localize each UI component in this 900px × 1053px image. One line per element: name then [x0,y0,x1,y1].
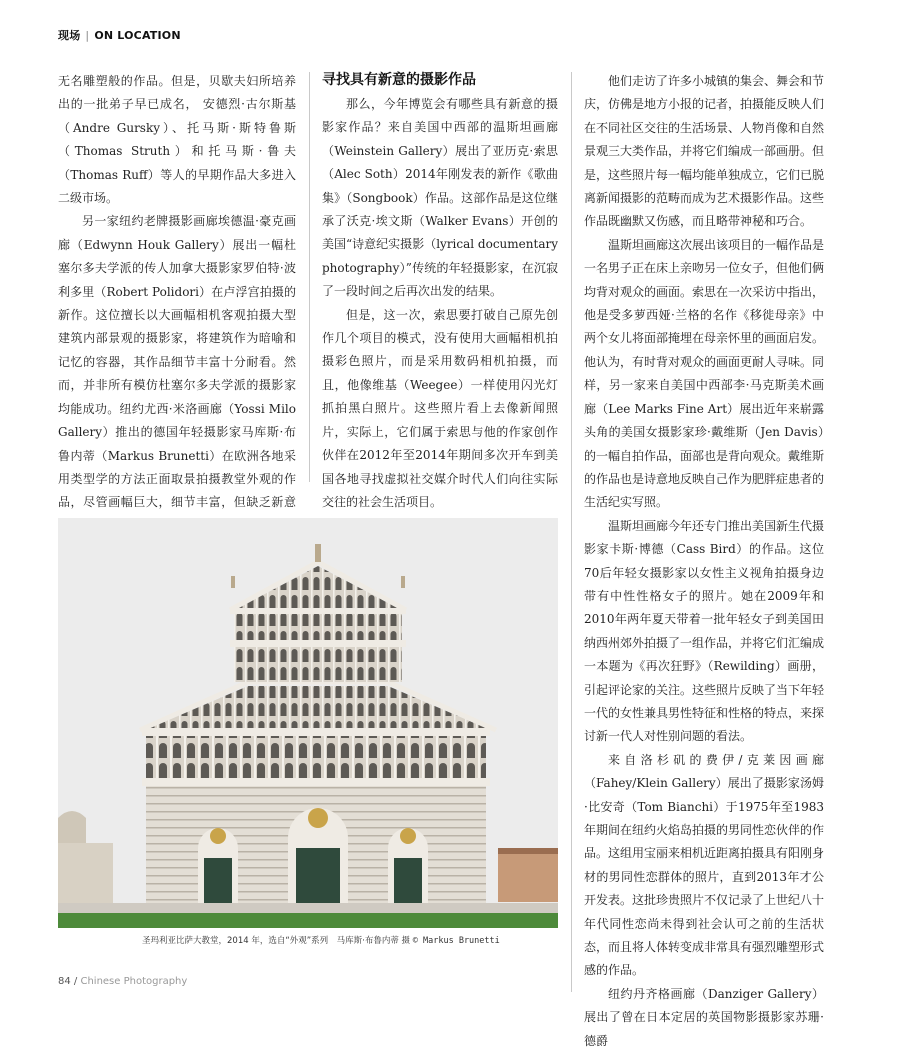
lawn [58,913,558,928]
subheading: 寻找具有新意的摄影作品 [322,72,476,88]
gallery-3 [234,646,402,682]
statue [231,576,235,588]
column-divider [571,72,572,992]
plaza [58,903,558,913]
paragraph: 纽约丹齐格画廊（Danziger Gallery）展出了曾在日本定居的英国物影摄影家苏珊·德爵 [584,986,824,1048]
paragraph: 他们走访了许多小城镇的集会、舞会和节庆，仿佛是地方小报的记者，拍摄能反映人们在不同社区交往的生活场景、人物肖像和自然景观三大类作品，并将它们编成一部画册。但是，这些照片每一幅均能单独成立，它们已脱离新闻摄影的范畴而成为艺术摄影作品。这些作品既幽默又伤感，而且略带神秘和巧合。 [584,74,825,229]
cornice [142,728,490,736]
cornice [230,608,406,614]
page-footer: 84 / Chinese Photography [58,976,188,987]
building-right [498,852,558,902]
gallery-1 [146,736,486,778]
paragraph: 无名雕塑般的作品。但是，贝歇夫妇所培养出的一批弟子早已成名， 安德烈·古尔斯基（Andre Gursky）、托马斯·斯特鲁斯（Thomas Struth）和托马斯·鲁夫（Thomas Ruff）等人的早期作品大多进入二级市场。 [58,74,296,206]
paragraph: 但是，这一次，索思要打破自己原先创作几个项目的模式，没有使用大画幅相机拍摄彩色照片，而是采用数码相机拍摄，而且，他像维基（Weegee）一样使用闪光灯抓拍黑白照片。这些照片看上去像新闻照片，实际上，它们属于索思与他的作家创作伙伴在2012年至2014年期间多次开车到美国各地寻找虚拟社交媒介时代人们向往实际交往的社会生活项目。 [322,307,558,509]
paragraph: 温斯坦画廊今年还专门推出美国新生代摄影家卡斯·博德（Cass Bird）的作品。这位70后年轻女摄影家以女性主义视角拍摄身边带有中性性格女子的照片。她在2009年和2010年两年夏天带着一批年轻女子到美国田纳西州郊外拍摄了一组作品，并将它们汇编成一本题为《再次狂野》（Rewilding）画册，引起评论家的关注。这些照片反映了当下年轻一代的女性兼具男性特征和性格的特点，来探讨新一代人对性别问题的看法。 [584,518,825,744]
photo-caption [142,934,562,946]
column-divider [309,72,310,482]
paragraph: 那么，今年博览会有哪些具有新意的摄影家作品？来自美国中西部的温斯坦画廊（Weinstein Gallery）展出了亚历克·索思（Alec Soth）2014年刚发表的新作《歌曲集》（Songbook）作品。这部作品是这位继承了沃克·埃文斯（Walker Evans）开创的美国“诗意纪实摄影（lyrical documentary photography）”传统的年轻摄影家，在沉寂了一段时间之后再次出发的结果。 [322,97,558,299]
statue [401,576,405,588]
paragraph: 另一家纽约老牌摄影画廊埃德温·豪克画廊（Edwynn Houk Gallery）展出一幅杜塞尔多夫学派的传人加拿大摄影家罗伯特·波利多里（Robert Polidori）在卢浮宫拍摄的新作。这位擅长以大画幅相机客观拍摄大型建筑内部景观的摄影家，将建筑作为暗喻和记忆的容器，其作品细节丰富十分耐看。然而，并非所有模仿杜塞尔多夫学派的摄影家均能成功。纽约尤西·米洛画廊（Yossi Milo Gallery）推出的德国年轻摄影家马库斯·布鲁内蒂（Markus Brunetti）在欧洲各地采用类型学的方法正面取景拍摄教堂外观的作品，尽管画幅巨大，细节丰富，但缺乏新意 [58,214,296,510]
baptistery [58,811,86,848]
section-title-en: ON LOCATION [94,29,181,42]
paragraph: 温斯坦画廊这次展出该项目的一幅作品是一名男子正在床上亲吻另一位女子，但他们俩均背对观众的画面。索思在一次采访中指出，他是受多萝西娅·兰格的名作《移徙母亲》中两个女儿将面部掩埋在母亲怀里的画面启发。他认为，有时背对观众的画面更耐人寻味。同样，另一家来自美国中西部李·马克斯美术画廊（Lee Marks Fine Art）展出近年来崭露头角的美国女摄影家珍·戴维斯（Jen Davis）的一幅自拍作品，面部也是背向观众。戴维斯的作品也是诗意地反映自己作为肥胖症患者的生活纪实写照。 [584,237,825,510]
paragraph: 来自洛杉矶的费伊/克莱因画廊（Fahey/Klein Gallery）展出了摄影家汤姆·比安奇（Tom Bianchi）于1975年至1983年期间在纽约火焰岛拍摄的男同性恋伙伴的作品。这组用宝丽来相机近距离拍摄具有阳刚身材的男同性恋群体的照片，直到2013年才公开发表。这批珍贵照片不仅记录了上世纪八十年代同性恋尚未得到社会认可之前的生活状态，而且将人体转变成非常具有强烈雕塑形式感的作品。 [584,752,825,978]
photo-credit: © Markus Brunetti [412,936,500,946]
cornice [142,778,490,786]
header-separator: | [85,29,90,42]
gallery-4 [234,614,402,640]
article-column-1 [58,70,296,538]
building-right-roof [498,848,558,854]
publication-name: Chinese Photography [80,976,188,987]
caption-text: 圣玛利亚比萨大教堂，2014 年，选自“外观”系列 马库斯·布鲁内蒂 摄 [142,936,411,946]
side-wall-left [58,843,113,903]
section-title-cn: 现场 [58,29,81,42]
article-column-2 [322,70,558,514]
page-number: 84 [58,976,71,987]
statue [315,544,321,562]
section-header [58,27,181,43]
article-column-3 [584,70,824,1053]
cornice [230,640,406,647]
cathedral-photo [58,518,558,928]
